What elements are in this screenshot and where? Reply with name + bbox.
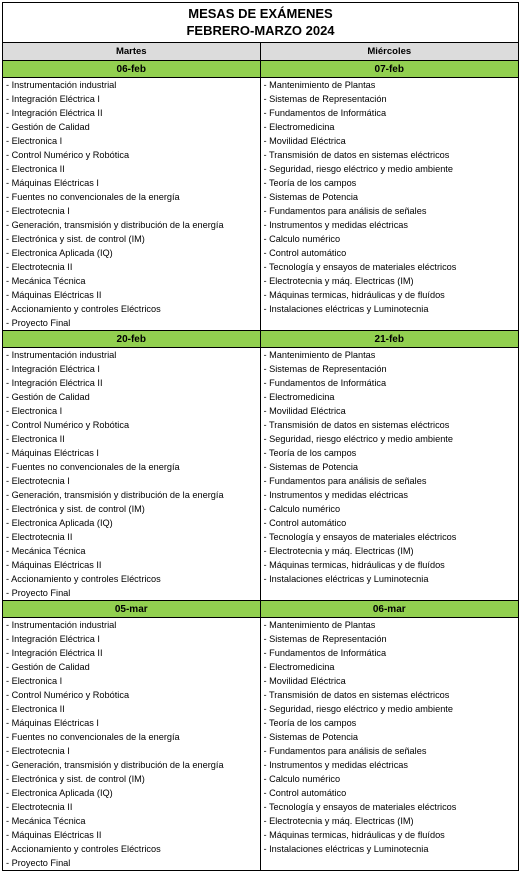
subject-item: - Electrónica y sist. de control (IM) (6, 774, 145, 784)
subject-item: - Electronica II (6, 704, 65, 714)
subject-item: - Fundamentos para análisis de señales (263, 476, 427, 486)
tuesday-subjects (3, 348, 261, 600)
wednesday-date: 21-feb (261, 331, 519, 348)
subject-item: - Electrotecnia y máq. Electricas (IM) (263, 816, 414, 826)
tuesday-date: 05-mar (3, 601, 261, 618)
subject-item: - Transmisión de datos en sistemas eléctricos (263, 420, 450, 430)
subject-item: - Sistemas de Potencia (263, 732, 358, 742)
subject-item: - Gestión de Calidad (6, 662, 90, 672)
subject-item: - Tecnología y ensayos de materiales eléctricos (263, 802, 457, 812)
subject-item: - Mantenimiento de Plantas (263, 620, 376, 630)
subject-item: - Sistemas de Potencia (263, 462, 358, 472)
subject-item: - Control automático (263, 248, 347, 258)
subject-item: - Electrónica y sist. de control (IM) (6, 504, 145, 514)
subject-item: - Instrumentación industrial (6, 350, 117, 360)
subject-item: - Electronica I (6, 406, 63, 416)
subject-item: - Mantenimiento de Plantas (263, 350, 376, 360)
title-line-1: MESAS DE EXÁMENES (188, 6, 333, 21)
subject-item: - Control Numérico y Robótica (6, 690, 130, 700)
tuesday-subjects (3, 618, 261, 870)
subject-item: - Electrotecnia I (6, 746, 70, 756)
subject-item: - Mecánica Técnica (6, 546, 86, 556)
subject-item: - Accionamiento y controles Eléctricos (6, 844, 161, 854)
subject-item: - Máquinas termicas, hidráulicas y de fluídos (263, 560, 445, 570)
subject-item: - Instrumentos y medidas eléctricas (263, 760, 409, 770)
subject-item: - Máquinas Eléctricas I (6, 448, 99, 458)
subject-item: - Calculo numérico (263, 504, 341, 514)
subject-item: - Sistemas de Representación (263, 634, 387, 644)
subject-item: - Máquinas Eléctricas II (6, 290, 102, 300)
subject-item: - Mantenimiento de Plantas (263, 80, 376, 90)
subject-item: - Sistemas de Potencia (263, 192, 358, 202)
subject-item: - Instalaciones eléctricas y Luminotecnia (263, 574, 429, 584)
subject-item: - Instrumentos y medidas eléctricas (263, 490, 409, 500)
subject-item: - Integración Eléctrica I (6, 94, 100, 104)
subject-item: - Electronica Aplicada (IQ) (6, 248, 113, 258)
subject-item: - Electrotecnia II (6, 532, 73, 542)
wednesday-date: 07-feb (261, 61, 519, 78)
subjects-row (3, 618, 518, 870)
subject-item: - Instrumentación industrial (6, 620, 117, 630)
subject-item: - Electrotecnia I (6, 476, 70, 486)
subject-item: - Fundamentos para análisis de señales (263, 206, 427, 216)
week-block (3, 331, 518, 601)
subject-item: - Generación, transmisión y distribución de la energía (6, 760, 224, 770)
subject-item: - Integración Eléctrica II (6, 648, 103, 658)
subject-list (261, 78, 519, 316)
subject-item: - Electrotecnia y máq. Electricas (IM) (263, 546, 414, 556)
subject-item: - Movilidad Eléctrica (263, 676, 346, 686)
subject-item: - Electromedicina (263, 662, 335, 672)
date-row (3, 61, 518, 78)
subject-item: - Electrotecnia y máq. Electricas (IM) (263, 276, 414, 286)
sheet-title (3, 3, 518, 43)
subject-item: - Tecnología y ensayos de materiales eléctricos (263, 262, 457, 272)
subject-item: - Electrónica y sist. de control (IM) (6, 234, 145, 244)
subject-item: - Máquinas Eléctricas I (6, 718, 99, 728)
subject-item: - Mecánica Técnica (6, 816, 86, 826)
subject-item: - Sistemas de Representación (263, 364, 387, 374)
subject-item: - Integración Eléctrica I (6, 634, 100, 644)
subject-list (261, 618, 519, 856)
exam-schedule-sheet (2, 2, 519, 871)
wednesday-date: 06-mar (261, 601, 519, 618)
subject-item: - Proyecto Final (6, 318, 71, 328)
wednesday-subjects (261, 618, 519, 870)
subject-item: - Electrotecnia II (6, 262, 73, 272)
subject-item: - Accionamiento y controles Eléctricos (6, 574, 161, 584)
subject-item: - Proyecto Final (6, 588, 71, 598)
subject-item: - Instrumentos y medidas eléctricas (263, 220, 409, 230)
subject-item: - Seguridad, riesgo eléctrico y medio ambiente (263, 164, 453, 174)
week-block (3, 601, 518, 870)
subject-item: - Teoría de los campos (263, 448, 357, 458)
subject-item: - Control Numérico y Robótica (6, 420, 130, 430)
subject-item: - Seguridad, riesgo eléctrico y medio ambiente (263, 434, 453, 444)
subject-list (3, 348, 260, 600)
subject-item: - Integración Eléctrica II (6, 108, 103, 118)
subject-item: - Gestión de Calidad (6, 392, 90, 402)
subject-item: - Proyecto Final (6, 858, 71, 868)
subject-item: - Movilidad Eléctrica (263, 136, 346, 146)
subject-item: - Fundamentos de Informática (263, 378, 387, 388)
subject-item: - Electronica Aplicada (IQ) (6, 518, 113, 528)
subject-item: - Control Numérico y Robótica (6, 150, 130, 160)
subject-item: - Electronica II (6, 434, 65, 444)
subject-item: - Teoría de los campos (263, 718, 357, 728)
subject-item: - Integración Eléctrica II (6, 378, 103, 388)
subject-item: - Máquinas Eléctricas II (6, 560, 102, 570)
week-block (3, 61, 518, 331)
subject-item: - Electronica I (6, 136, 63, 146)
subject-item: - Electromedicina (263, 392, 335, 402)
subject-item: - Electrotecnia II (6, 802, 73, 812)
subject-item: - Electronica Aplicada (IQ) (6, 788, 113, 798)
tuesday-subjects (3, 78, 261, 330)
subject-item: - Transmisión de datos en sistemas eléctricos (263, 150, 450, 160)
subject-item: - Instrumentación industrial (6, 80, 117, 90)
subject-item: - Instalaciones eléctricas y Luminotecnia (263, 844, 429, 854)
subject-item: - Sistemas de Representación (263, 94, 387, 104)
subjects-row (3, 78, 518, 331)
subject-item: - Generación, transmisión y distribución de la energía (6, 220, 224, 230)
title-line-2: FEBRERO-MARZO 2024 (186, 23, 335, 38)
subject-item: - Electrotecnia I (6, 206, 70, 216)
subject-item: - Calculo numérico (263, 774, 341, 784)
subject-item: - Teoría de los campos (263, 178, 357, 188)
wednesday-subjects (261, 348, 519, 600)
tuesday-date: 20-feb (3, 331, 261, 348)
subject-item: - Tecnología y ensayos de materiales eléctricos (263, 532, 457, 542)
subject-item: - Fuentes no convencionales de la energía (6, 192, 180, 202)
subject-item: - Calculo numérico (263, 234, 341, 244)
subject-item: - Seguridad, riesgo eléctrico y medio ambiente (263, 704, 453, 714)
subject-item: - Máquinas Eléctricas II (6, 830, 102, 840)
subject-item: - Electronica II (6, 164, 65, 174)
subject-item: - Electronica I (6, 676, 63, 686)
subject-item: - Integración Eléctrica I (6, 364, 100, 374)
subject-item: - Máquinas Eléctricas I (6, 178, 99, 188)
subjects-row (3, 348, 518, 601)
subject-item: - Máquinas termicas, hidráulicas y de fluídos (263, 290, 445, 300)
subject-item: - Electromedicina (263, 122, 335, 132)
subject-item: - Fuentes no convencionales de la energía (6, 732, 180, 742)
subject-item: - Fundamentos de Informática (263, 648, 387, 658)
subject-item: - Instalaciones eléctricas y Luminotecnia (263, 304, 429, 314)
wednesday-subjects (261, 78, 519, 330)
schedule-blocks (3, 61, 518, 870)
column-header-row (3, 43, 518, 61)
subject-item: - Máquinas termicas, hidráulicas y de fluídos (263, 830, 445, 840)
subject-item: - Movilidad Eléctrica (263, 406, 346, 416)
subject-list (261, 348, 519, 586)
column-header-tuesday: Martes (3, 43, 261, 61)
subject-item: - Transmisión de datos en sistemas eléctricos (263, 690, 450, 700)
subject-list (3, 618, 260, 870)
subject-item: - Control automático (263, 518, 347, 528)
subject-item: - Fundamentos de Informática (263, 108, 387, 118)
subject-item: - Accionamiento y controles Eléctricos (6, 304, 161, 314)
subject-item: - Generación, transmisión y distribución de la energía (6, 490, 224, 500)
subject-list (3, 78, 260, 330)
subject-item: - Gestión de Calidad (6, 122, 90, 132)
date-row (3, 331, 518, 348)
date-row (3, 601, 518, 618)
subject-item: - Fuentes no convencionales de la energía (6, 462, 180, 472)
tuesday-date: 06-feb (3, 61, 261, 78)
subject-item: - Fundamentos para análisis de señales (263, 746, 427, 756)
column-header-wednesday: Miércoles (261, 43, 519, 61)
subject-item: - Mecánica Técnica (6, 276, 86, 286)
subject-item: - Control automático (263, 788, 347, 798)
